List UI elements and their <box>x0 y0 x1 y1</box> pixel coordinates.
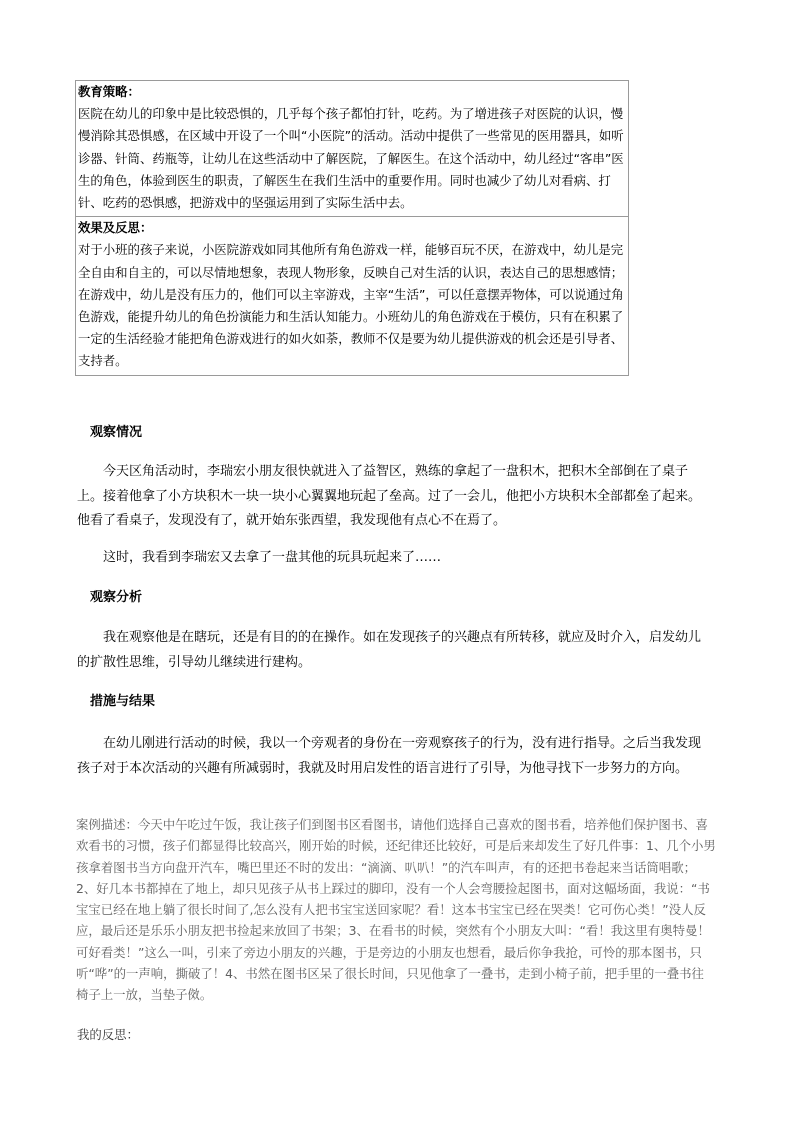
observation-heading: 观察情况 <box>90 425 143 440</box>
analysis-paragraph: 我在观察他是在瞎玩，还是有目的的在操作。如在发现孩子的兴趣点有所转移，就应及时介入，启发幼儿的扩散性思维，引导幼儿继续进行建构。 <box>77 630 702 670</box>
strategy-cell <box>76 81 629 217</box>
strategy-table <box>75 80 629 376</box>
strategy-text: 医院在幼儿的印象中是比较恐惧的，几乎每个孩子都怕打针，吃药。为了增进孩子对医院的认识，慢慢消除其恐惧感，在区域中开设了一个叫“小医院”的活动。活动中提供了一些常见的医用器具，如听诊器、针筒、药瓶等，让幼儿在这些活动中了解医院，了解医生。在这个活动中，幼儿经过“客串”医生的角色，体验到医生的职责，了解医生在我们生活中的重要作用。同时也减少了幼儿对看病、打针、吃药的恐惧感，把游戏中的坚强运用到了实际生活中去。 <box>78 106 624 211</box>
observation-paragraph-2: 这时，我看到李瑞宏又去拿了一盘其他的玩具玩起来了…… <box>103 550 442 565</box>
effect-heading: 效果及反思： <box>78 220 153 236</box>
effect-text: 对于小班的孩子来说，小医院游戏如同其他所有角色游戏一样，能够百玩不厌，在游戏中，幼儿是完全自由和自主的，可以尽情地想象，表现人物形象，反映自己对生活的认识，表达自己的思想感情；在游戏中，幼儿是没有压力的，他们可以主宰游戏，主宰“生活”，可以任意摆弄物体，可以说通过角色游戏，能提升幼儿的角色扮演能力和生活认知能力。小班幼儿的角色游戏在于模仿，只有在积累了一定的生活经验才能把角色游戏进行的如火如荼，教师不仅是要为幼儿提供游戏的机会还是引导者、支持者。 <box>78 242 624 369</box>
effect-cell <box>76 217 629 375</box>
case-description: 案例描述：今天中午吃过午饭，我让孩子们到图书区看图书，请他们选择自己喜欢的图书看，培养他们保护图书、喜欢看书的习惯，孩子们都显得比较高兴，刚开始的时候，还纪律还比较好，可是后来却发生了好几件事：1、几个小男孩拿着图书当方向盘开汽车，嘴巴里还不时的发出：“滴滴、叭叭！”的汽车叫声，有的还把书卷起来当话筒唱歌；2、好几本书都掉在了地上，却只见孩子从书上踩过的脚印，没有一个人会弯腰捡起图书，面对这幅场面，我说：“书宝宝已经在地上躺了很长时间了,怎么没有人把书宝宝送回家呢？看！这本书宝宝已经在哭类！它可伤心类！”没人反应，最后还是乐乐小朋友把书捡起来放回了书架；3、在看书的时候，突然有个小朋友大叫：“看！我这里有奥特曼！可好看类！”这么一叫，引来了旁边小朋友的兴趣，于是旁边的小朋友也想看，最后你争我抢，可怜的那本图书，只听“哗”的一声响，撕破了！4、书然在图书区呆了很长时间，只见他拿了一叠书，走到小椅子前，把手里的一叠书往椅子上一放，当垫子傚。 <box>76 817 716 1003</box>
measures-heading: 措施与结果 <box>90 694 156 709</box>
reflection-label: 我的反思： <box>77 1027 139 1042</box>
observation-paragraph: 今天区角活动时，李瑞宏小朋友很快就进入了益智区，熟练的拿起了一盘积木，把积木全部倒在了桌子上。接着他拿了小方块积木一块一块小心翼翼地玩起了垒高。过了一会儿，他把小方块积木全部都垒了起来。他看了看桌子，发现没有了，就开始东张西望，我发现他有点心不在焉了。 <box>77 464 702 528</box>
measures-paragraph: 在幼儿刚进行活动的时候，我以一个旁观者的身份在一旁观察孩子的行为，没有进行指导。之后当我发现孩子对于本次活动的兴趣有所减弱时，我就及时用启发性的语言进行了引导，为他寻找下一步努力的方向。 <box>77 736 702 776</box>
analysis-heading: 观察分析 <box>90 590 143 605</box>
strategy-heading: 教育策略： <box>78 84 140 99</box>
